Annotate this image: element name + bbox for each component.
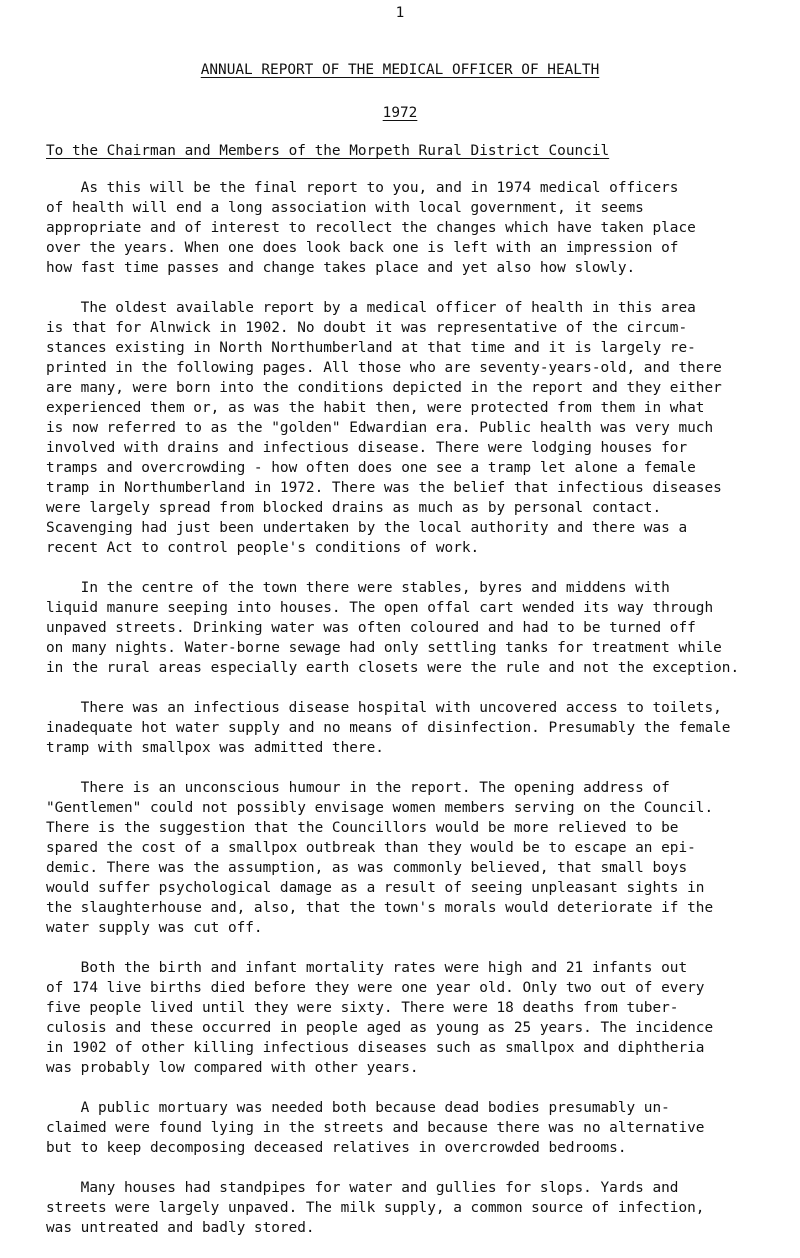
text-line: In the centre of the town there were stables, byres and middens with — [46, 580, 670, 596]
text-line: tramp in Northumberland in 1972. There was the belief that infectious diseases — [46, 480, 722, 496]
text-line: of 174 live births died before they were one year old. Only two out of every — [46, 980, 705, 996]
text-line: how fast time passes and change takes place and yet also how slowly. — [46, 260, 636, 276]
text-line: The oldest available report by a medical officer of health in this area — [46, 300, 696, 316]
text-line: A public mortuary was needed both because dead bodies presumably un- — [46, 1100, 670, 1116]
text-line: in 1902 of other killing infectious diseases such as smallpox and diphtheria — [46, 1040, 705, 1056]
paragraph-5 — [46, 778, 794, 938]
text-line: experienced them or, as was the habit then, were protected from them in what — [46, 400, 705, 416]
text-line: tramps and overcrowding - how often does one see a tramp let alone a female — [46, 460, 696, 476]
text-line: Both the birth and infant mortality rates were high and 21 infants out — [46, 960, 688, 976]
paragraph-2 — [46, 298, 794, 558]
paragraph-7 — [46, 1098, 794, 1158]
text-line: Many houses had standpipes for water and gullies for slops. Yards and — [46, 1180, 679, 1196]
report-year — [0, 103, 800, 123]
report-title-text: ANNUAL REPORT OF THE MEDICAL OFFICER OF HEALTH — [200, 62, 600, 78]
text-line: over the years. When one does look back one is left with an impression of — [46, 240, 679, 256]
report-body — [46, 178, 794, 1258]
page-number: 1 — [395, 5, 405, 21]
text-line: were largely spread from blocked drains as much as by personal contact. — [46, 500, 662, 516]
paragraph-1 — [46, 178, 794, 278]
addressee-line — [46, 141, 609, 161]
text-line: was probably low compared with other years. — [46, 1060, 419, 1076]
text-line: There is an unconscious humour in the report. The opening address of — [46, 780, 670, 796]
text-line: was untreated and badly stored. — [46, 1220, 315, 1236]
text-line: but to keep decomposing deceased relatives in overcrowded bedrooms. — [46, 1140, 627, 1156]
text-line: water supply was cut off. — [46, 920, 263, 936]
text-line: There is the suggestion that the Councillors would be more relieved to be — [46, 820, 679, 836]
text-line: are many, were born into the conditions depicted in the report and they either — [46, 380, 722, 396]
text-line: is now referred to as the "golden" Edwardian era. Public health was very much — [46, 420, 714, 436]
text-line: streets were largely unpaved. The milk supply, a common source of infection, — [46, 1200, 705, 1216]
text-line: recent Act to control people's conditions of work. — [46, 540, 480, 556]
text-line: As this will be the final report to you, and in 1974 medical officers — [46, 180, 679, 196]
text-line: There was an infectious disease hospital with uncovered access to toilets, — [46, 700, 722, 716]
report-title — [0, 60, 800, 80]
text-line: inadequate hot water supply and no means of disinfection. Presumably the female — [46, 720, 731, 736]
text-line: in the rural areas especially earth closets were the rule and not the exception. — [46, 660, 740, 676]
text-line: tramp with smallpox was admitted there. — [46, 740, 384, 756]
text-line: claimed were found lying in the streets and because there was no alternative — [46, 1120, 705, 1136]
text-line: unpaved streets. Drinking water was often coloured and had to be turned off — [46, 620, 696, 636]
addressee-text: To the Chairman and Members of the Morpeth Rural District Council — [46, 143, 610, 159]
text-line: five people lived until they were sixty. There were 18 deaths from tuber- — [46, 1000, 679, 1016]
text-line: Scavenging had just been undertaken by the local authority and there was a — [46, 520, 688, 536]
paragraph-8 — [46, 1178, 794, 1238]
paragraph-4 — [46, 698, 794, 758]
text-line: culosis and these occurred in people aged as young as 25 years. The incidence — [46, 1020, 714, 1036]
text-line: spared the cost of a smallpox outbreak than they would be to escape an epi- — [46, 840, 696, 856]
text-line: is that for Alnwick in 1902. No doubt it was representative of the circum- — [46, 320, 688, 336]
text-line: on many nights. Water-borne sewage had only settling tanks for treatment while — [46, 640, 722, 656]
text-line: "Gentlemen" could not possibly envisage women members serving on the Council. — [46, 800, 714, 816]
report-year-text: 1972 — [382, 105, 418, 121]
text-line: appropriate and of interest to recollect the changes which have taken place — [46, 220, 696, 236]
text-line: involved with drains and infectious disease. There were lodging houses for — [46, 440, 688, 456]
paragraph-6 — [46, 958, 794, 1078]
text-line: of health will end a long association with local government, it seems — [46, 200, 644, 216]
text-line: the slaughterhouse and, also, that the town's morals would deteriorate if the — [46, 900, 714, 916]
text-line: demic. There was the assumption, as was commonly believed, that small boys — [46, 860, 688, 876]
text-line: stances existing in North Northumberland at that time and it is largely re- — [46, 340, 696, 356]
text-line: printed in the following pages. All those who are seventy-years-old, and there — [46, 360, 722, 376]
text-line: would suffer psychological damage as a result of seeing unpleasant sights in — [46, 880, 705, 896]
paragraph-3 — [46, 578, 794, 678]
text-line: liquid manure seeping into houses. The open offal cart wended its way through — [46, 600, 714, 616]
